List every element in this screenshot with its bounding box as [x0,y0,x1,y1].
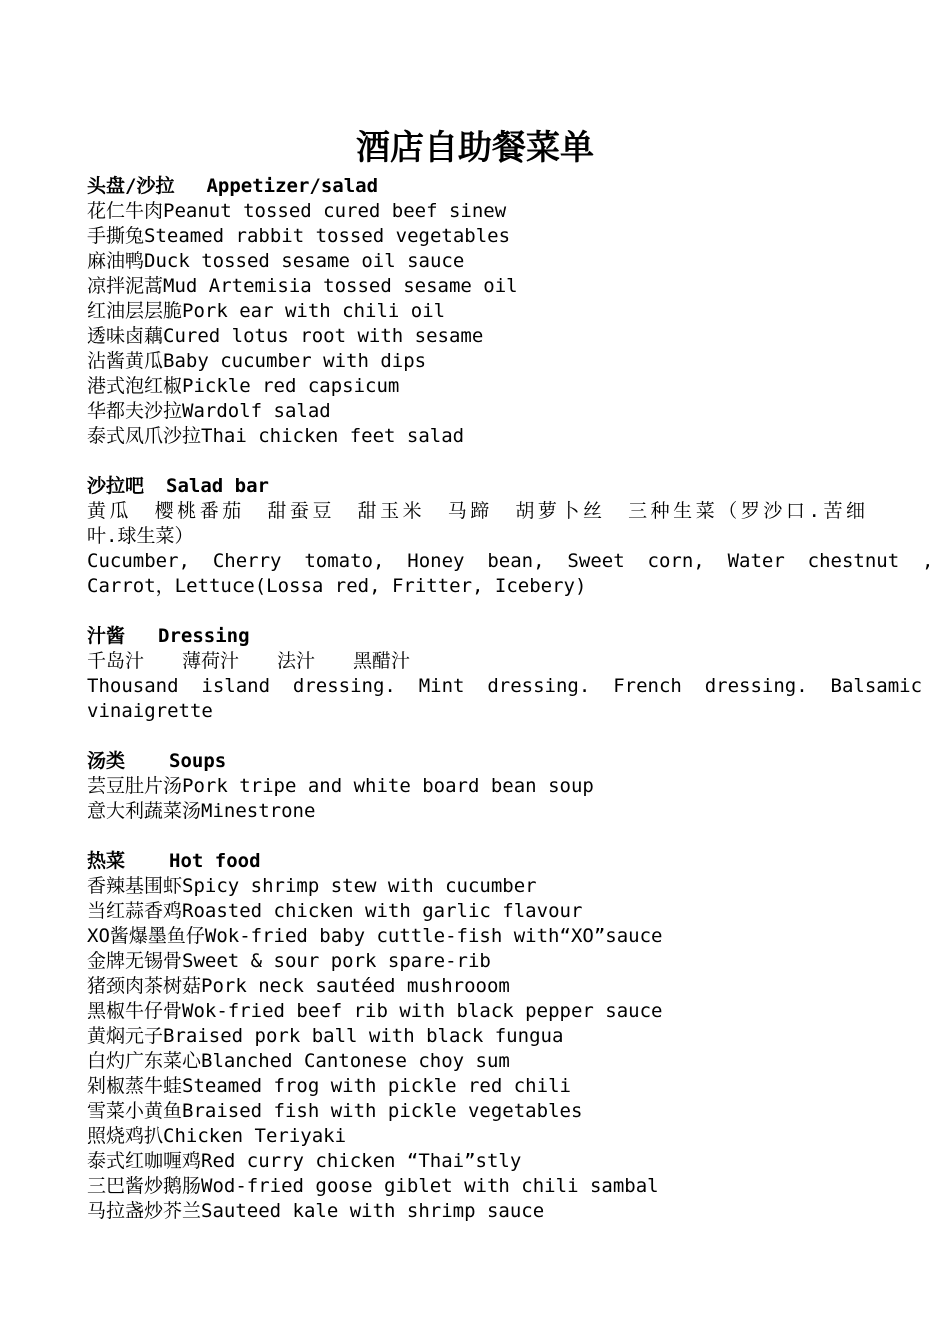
item-en: Pork tripe and white board bean soup [182,775,594,797]
list-item [87,874,865,899]
item-en: Duck tossed sesame oil sauce [144,250,465,272]
item-en: Peanut tossed cured beef sinew [163,200,507,222]
item-en: Wardolf salad [182,400,331,422]
item-en: Pork ear with chili oil [182,300,446,322]
list-item [87,1099,865,1124]
item-en: Steamed frog with pickle red chili [182,1075,571,1097]
section-heading-appetizer [87,174,865,199]
list-item [87,1049,865,1074]
item-zh: 黑椒牛仔骨 [87,1000,183,1022]
list-item [87,224,865,249]
dressing-zh-line: 千岛汁 薄荷汁 法汁 黑醋汁 [87,650,411,672]
item-en: Red curry chicken “Thai”stly [201,1150,522,1172]
item-en: Pickle red capsicum [182,375,400,397]
item-en: Baby cucumber with dips [163,350,427,372]
item-zh: 香辣基围虾 [87,875,183,897]
salad-bar-zh-line-1: 黄瓜 樱桃番茄 甜蚕豆 甜玉米 马蹄 胡萝卜丝 三种生菜（罗沙口.苦细 [87,500,865,522]
item-zh: 透味卤藕 [87,325,164,347]
item-zh: 当红蒜香鸡 [87,900,183,922]
list-item [87,949,865,974]
item-zh: 华都夫沙拉 [87,400,183,422]
item-zh: 三巴酱炒鹅肠 [87,1175,202,1197]
soups-list [87,774,865,824]
list-item [87,424,865,449]
list-item [87,1199,865,1224]
item-zh: 照烧鸡扒 [87,1125,164,1147]
list-item [87,1174,865,1199]
list-item [87,299,865,324]
item-zh: 金牌无锡骨 [87,950,183,972]
heading-zh: 汁酱 [87,625,126,647]
item-zh: 花仁牛肉 [87,200,164,222]
dressing-en-line-2: vinaigrette [87,700,213,722]
list-item [87,1124,865,1149]
item-zh: 红油层层脆 [87,300,183,322]
item-zh: 手撕兔 [87,225,145,247]
salad-bar-zh-line-2: 叶.球生菜） [87,525,194,547]
item-zh: 港式泡红椒 [87,375,183,397]
item-en: Chicken Teriyaki [163,1125,347,1147]
item-zh: 芸豆肚片汤 [87,775,183,797]
list-item [87,924,865,949]
list-item [87,349,865,374]
heading-zh: 汤类 [87,750,126,772]
list-item [87,974,865,999]
list-item [87,774,865,799]
heading-en: Soups [169,750,227,772]
list-item [87,274,865,299]
item-zh: 凉拌泥蒿 [87,275,164,297]
item-en: Thai chicken feet salad [201,425,465,447]
item-zh: 泰式红咖喱鸡 [87,1150,202,1172]
list-item [87,324,865,349]
spacer [87,724,865,749]
item-zh: 黄焖元子 [87,1025,164,1047]
item-zh: 意大利蔬菜汤 [87,800,202,822]
heading-en: Hot food [169,850,261,872]
item-zh: 雪菜小黄鱼 [87,1100,183,1122]
item-zh: 泰式凤爪沙拉 [87,425,202,447]
list-item [87,1149,865,1174]
item-en: Steamed rabbit tossed vegetables [144,225,511,247]
item-zh: 马拉盏炒芥兰 [87,1200,202,1222]
item-en: Wod-fried goose giblet with chili sambal [201,1175,659,1197]
section-heading-soups [87,749,865,774]
heading-en: Dressing [158,625,250,647]
list-item [87,199,865,224]
item-en: Wok-fried baby cuttle-fish with“XO”sauce [204,925,663,947]
item-en: Roasted chicken with garlic flavour [182,900,583,922]
heading-zh: 沙拉吧 [87,475,145,497]
salad-bar-en-line-1: Cucumber, Cherry tomato, Honey bean, Sweet corn, Water chestnut , [87,550,934,572]
list-item [87,249,865,274]
menu-content [87,174,934,1224]
list-item [87,899,865,924]
section-heading-dressing [87,624,865,649]
list-item [87,999,865,1024]
list-item [87,799,865,824]
heading-zh: 热菜 [87,850,126,872]
item-zh: 剁椒蒸牛蛙 [87,1075,183,1097]
item-en: Sweet & sour pork spare-rib [182,950,491,972]
item-en: Cured lotus root with sesame [163,325,484,347]
item-zh: XO酱爆墨鱼仔 [87,925,205,947]
list-item [87,1074,865,1099]
heading-zh: 头盘/沙拉 [87,175,175,197]
item-en: Minestrone [201,800,316,822]
item-en: Blanched Cantonese choy sum [201,1050,510,1072]
item-en: Spicy shrimp stew with cucumber [182,875,537,897]
item-zh: 沾酱黄瓜 [87,350,164,372]
spacer [87,449,865,474]
item-en: Braised fish with pickle vegetables [182,1100,583,1122]
hot-food-list [87,874,865,1224]
item-en: Pork neck sautéed mushrooom [201,975,510,997]
item-en: Mud Artemisia tossed sesame oil [163,275,518,297]
dressing-en-line-1: Thousand island dressing. Mint dressing. French dressing. Balsamic [87,675,923,697]
spacer [87,599,865,624]
list-item [87,1024,865,1049]
item-zh: 麻油鸭 [87,250,145,272]
list-item [87,399,865,424]
page-title: 酒店自助餐菜单 [356,128,594,168]
salad-bar-en-line-2: Carrot，Lettuce(Lossa red, Fritter, Icebery) [87,575,587,597]
section-heading-hot-food [87,849,865,874]
item-en: Wok-fried beef rib with black pepper sauce [182,1000,663,1022]
section-heading-salad-bar [87,474,865,499]
item-en: Braised pork ball with black fungua [163,1025,564,1047]
spacer [87,824,865,849]
heading-en: Appetizer/salad [206,175,379,197]
heading-en: Salad bar [166,475,269,497]
list-item [87,374,865,399]
item-en: Sauteed kale with shrimp sauce [201,1200,545,1222]
item-zh: 猪颈肉茶树菇 [87,975,202,997]
appetizer-list [87,199,865,449]
item-zh: 白灼广东菜心 [87,1050,202,1072]
